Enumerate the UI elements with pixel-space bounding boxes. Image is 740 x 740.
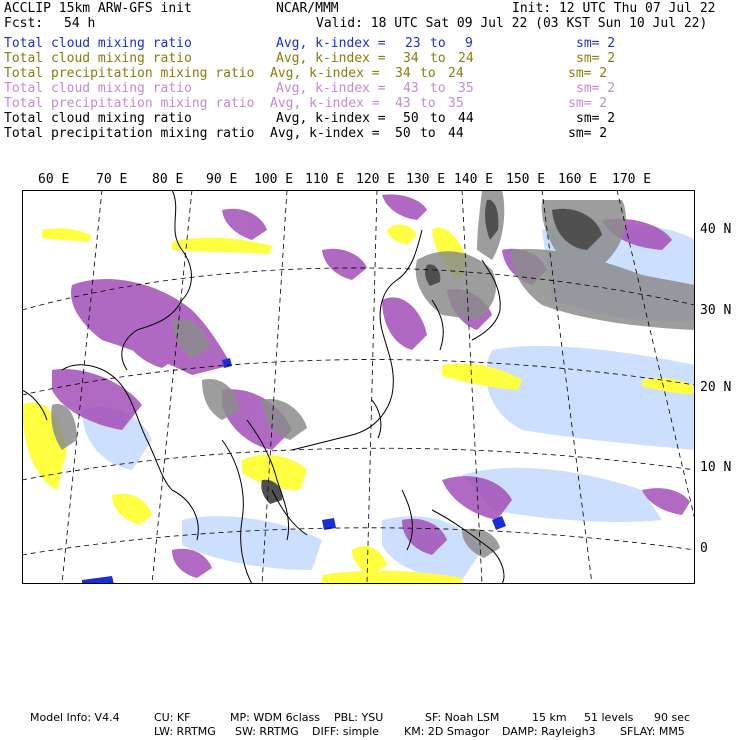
- footer-res: 15 km: [532, 711, 567, 724]
- legend-avg: Avg, k-index =: [276, 111, 386, 126]
- footer-sflay: SFLAY: MM5: [620, 725, 685, 738]
- legend-to: to: [430, 111, 446, 126]
- footer-pbl: PBL: YSU: [334, 711, 384, 724]
- legend-k-from: 43: [403, 81, 419, 96]
- lon-label: 130 E: [406, 172, 446, 187]
- footer-cu: CU: KF: [154, 711, 191, 724]
- center-name: NCAR/MMM: [276, 1, 339, 16]
- legend-k-to: 44: [458, 111, 474, 126]
- legend-avg: Avg, k-index =: [270, 66, 380, 81]
- legend-field: Total precipitation mixing ratio: [4, 66, 255, 81]
- legend-k-to: 44: [448, 126, 464, 141]
- legend-k-to: 9: [465, 36, 473, 51]
- legend-avg: Avg, k-index =: [276, 36, 386, 51]
- init-time: Init: 12 UTC Thu 07 Jul 22: [512, 1, 716, 16]
- legend-field: Total precipitation mixing ratio: [4, 96, 255, 111]
- lon-label: 150 E: [506, 172, 546, 187]
- footer-lw: LW: RRTMG: [154, 725, 216, 738]
- lon-label: 140 E: [454, 172, 494, 187]
- footer-dt: 90 sec: [654, 711, 691, 724]
- model-title: ACCLIP 15km ARW-GFS init: [4, 1, 192, 16]
- lat-label: 0: [700, 541, 708, 556]
- legend-to: to: [420, 126, 436, 141]
- legend-k-to: 24: [448, 66, 464, 81]
- lon-label: 110 E: [305, 172, 345, 187]
- lon-label: 70 E: [96, 172, 128, 187]
- legend-k-from: 50: [395, 126, 411, 141]
- fcst-label: Fcst:: [4, 16, 44, 31]
- lon-label: 170 E: [612, 172, 652, 187]
- lat-label: 40 N: [700, 222, 732, 237]
- legend-field: Total cloud mixing ratio: [4, 111, 192, 126]
- footer-levels: 51 levels: [584, 711, 634, 724]
- legend-to: to: [430, 51, 446, 66]
- legend-avg: Avg, k-index =: [276, 81, 386, 96]
- footer-model-info: Model Info: V4.4: [30, 711, 120, 724]
- legend-to: to: [420, 96, 436, 111]
- legend-k-from: 34: [403, 51, 419, 66]
- footer-sf: SF: Noah LSM: [425, 711, 500, 724]
- legend-field: Total cloud mixing ratio: [4, 36, 192, 51]
- valid-time: Valid: 18 UTC Sat 09 Jul 22 (03 KST Sun 10 Jul 22): [316, 16, 708, 31]
- lat-label: 20 N: [700, 380, 732, 395]
- legend-avg: Avg, k-index =: [270, 126, 380, 141]
- legend-k-to: 35: [458, 81, 474, 96]
- legend-sm: sm= 2: [576, 51, 616, 66]
- lon-label: 160 E: [558, 172, 598, 187]
- legend-k-from: 43: [395, 96, 411, 111]
- legend-field: Total precipitation mixing ratio: [4, 126, 255, 141]
- legend-avg: Avg, k-index =: [276, 51, 386, 66]
- lon-label: 90 E: [206, 172, 238, 187]
- legend-k-to: 24: [458, 51, 474, 66]
- footer-sw: SW: RRTMG: [235, 725, 299, 738]
- legend-sm: sm= 2: [568, 66, 608, 81]
- legend-field: Total cloud mixing ratio: [4, 51, 192, 66]
- legend-k-from: 34: [395, 66, 411, 81]
- legend-sm: sm= 2: [576, 111, 616, 126]
- legend-to: to: [430, 81, 446, 96]
- legend-sm: sm= 2: [576, 81, 616, 96]
- forecast-map: [22, 190, 695, 584]
- legend-sm: sm= 2: [568, 96, 608, 111]
- lat-label: 10 N: [700, 460, 732, 475]
- legend-sm: sm= 2: [576, 36, 616, 51]
- legend-field: Total cloud mixing ratio: [4, 81, 192, 96]
- footer-km: KM: 2D Smagor: [404, 725, 490, 738]
- legend-k-from: 23: [405, 36, 421, 51]
- lon-label: 60 E: [38, 172, 70, 187]
- legend-k-to: 35: [448, 96, 464, 111]
- legend-to: to: [420, 66, 436, 81]
- lon-label: 80 E: [152, 172, 184, 187]
- footer-mp: MP: WDM 6class: [230, 711, 320, 724]
- legend-to: to: [430, 36, 446, 51]
- lon-label: 100 E: [254, 172, 294, 187]
- footer-diff: DIFF: simple: [312, 725, 380, 738]
- legend-sm: sm= 2: [568, 126, 608, 141]
- lon-label: 120 E: [356, 172, 396, 187]
- lat-label: 30 N: [700, 303, 732, 318]
- legend-avg: Avg, k-index =: [270, 96, 380, 111]
- fcst-value: 54 h: [64, 16, 96, 31]
- footer-damp: DAMP: Rayleigh3: [502, 725, 596, 738]
- legend-k-from: 50: [403, 111, 419, 126]
